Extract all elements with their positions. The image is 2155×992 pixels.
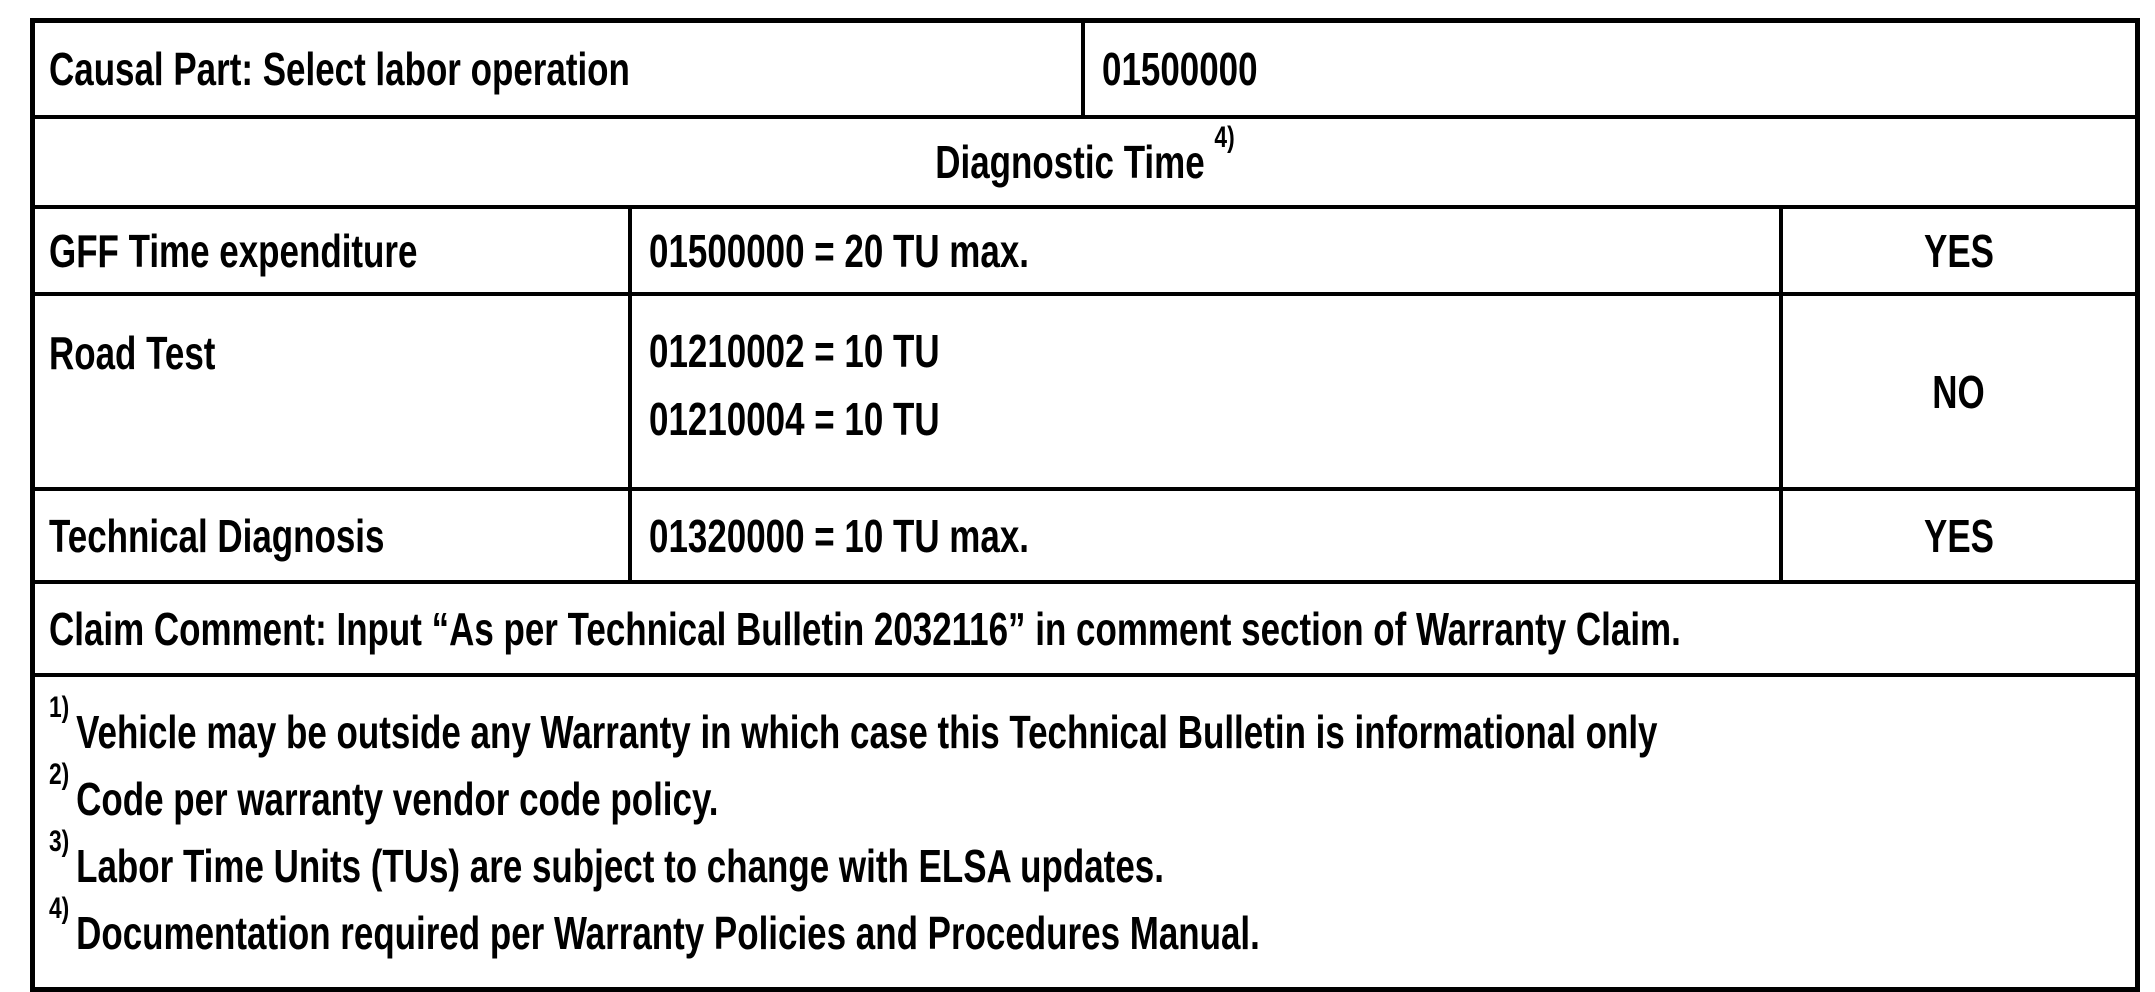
- gff-label-cell: [33, 207, 630, 294]
- diagnostic-time-footnote-ref: 4): [1214, 121, 1235, 155]
- table-row-technical-diagnosis: [33, 489, 2138, 582]
- footnote-4: [49, 892, 1624, 967]
- footnote-3-text: Labor Time Units (TUs) are subject to change with ELSA updates.: [76, 840, 1164, 892]
- causal-part-row: [33, 21, 2138, 118]
- footnote-1-ref: 1): [49, 691, 70, 725]
- claim-comment-cell: [33, 582, 2138, 675]
- road-test-label: Road Test: [49, 327, 216, 379]
- footnote-4-text: Documentation required per Warranty Policies and Procedures Manual.: [76, 907, 1260, 959]
- footnote-2-text: Code per warranty vendor code policy.: [76, 773, 719, 825]
- footnote-4-ref: 4): [49, 892, 70, 926]
- gff-applies-cell: [1781, 207, 2138, 294]
- road-test-code-2: 01210004 = 10 TU: [648, 393, 940, 445]
- technical-diagnosis-code: 01320000 = 10 TU max.: [648, 509, 1029, 562]
- diagnostic-time-header-cell: [33, 117, 2138, 207]
- causal-part-label-cell: [33, 21, 1083, 118]
- causal-part-label: Causal Part: Select labor operation: [49, 43, 630, 95]
- causal-part-value: 01500000: [1101, 43, 1258, 95]
- technical-diagnosis-label-cell: [33, 489, 630, 582]
- road-test-applies-value: NO: [1932, 365, 1985, 418]
- gff-applies-value: YES: [1923, 224, 1994, 277]
- gff-label: GFF Time expenditure: [49, 224, 418, 277]
- footnote-2-ref: 2): [49, 758, 70, 792]
- causal-part-value-cell: [1083, 21, 2138, 118]
- technical-diagnosis-code-cell: [630, 489, 1781, 582]
- warranty-labor-operation-table: [30, 18, 2140, 992]
- technical-diagnosis-label: Technical Diagnosis: [49, 509, 385, 562]
- footnote-1-text: Vehicle may be outside any Warranty in which case this Technical Bulletin is informational only: [76, 706, 1658, 758]
- footnote-3-ref: 3): [49, 825, 70, 859]
- claim-comment-row: [33, 582, 2138, 675]
- footnote-3: [49, 825, 1624, 900]
- footnote-1: [49, 691, 1658, 766]
- road-test-code-cell: [630, 294, 1781, 489]
- road-test-code-1: 01210002 = 10 TU: [648, 325, 940, 377]
- diagnostic-time-header-row: [33, 117, 2138, 207]
- footnotes-cell: [33, 675, 2138, 990]
- gff-code: 01500000 = 20 TU max.: [648, 224, 1029, 277]
- claim-comment-text: Claim Comment: Input “As per Technical Bulletin 2032116” in comment section of Warranty Claim.: [49, 602, 1681, 655]
- footnote-2: [49, 758, 1624, 833]
- table-row-road-test: [33, 294, 2138, 489]
- road-test-label-cell: [33, 294, 630, 489]
- diagnostic-time-title: Diagnostic Time $^{4)}$: [935, 121, 1235, 188]
- technical-diagnosis-applies-cell: [1781, 489, 2138, 582]
- gff-code-cell: [630, 207, 1781, 294]
- table-row-gff-time: [33, 207, 2138, 294]
- technical-diagnosis-applies-value: YES: [1923, 509, 1994, 562]
- footnotes-row: [33, 675, 2138, 990]
- road-test-applies-cell: [1781, 294, 2138, 489]
